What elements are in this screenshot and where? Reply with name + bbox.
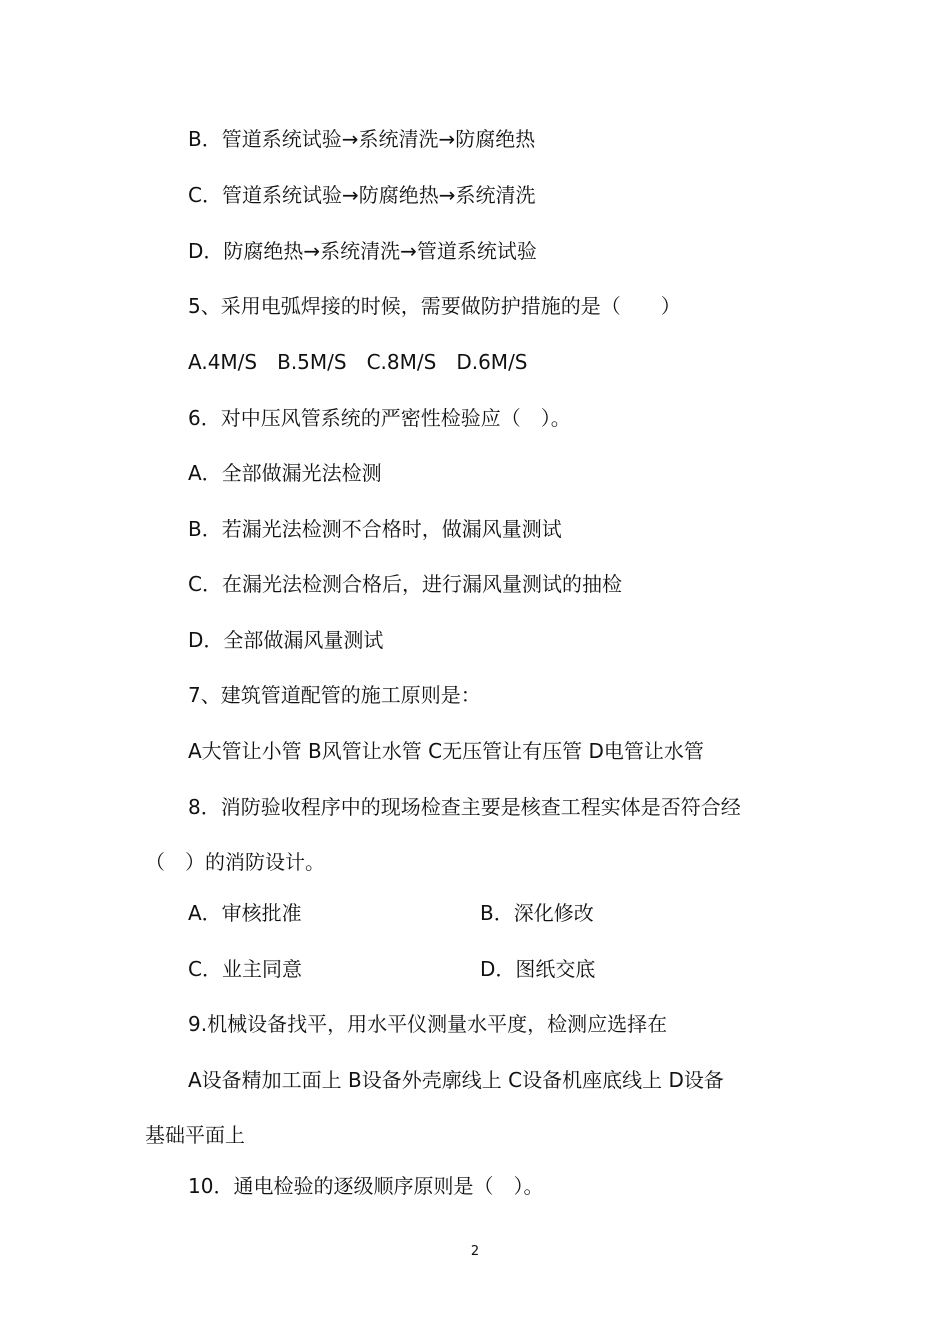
page-number: 2 [470,1244,480,1259]
question-line: 9.机械设备找平，用水平仪测量水平度，检测应选择在 [188,1012,668,1036]
option-line: D．全部做漏风量测试 [188,628,384,652]
option-line: B．若漏光法检测不合格时，做漏风量测试 [188,517,562,541]
option-line: D．防腐绝热→系统清洗→管道系统试验 [188,239,537,263]
option-line-continued: 基础平面上 [145,1123,245,1147]
question-line: 8．消防验收程序中的现场检查主要是核查工程实体是否符合经 [188,795,741,819]
question-line-continued: （ ）的消防设计。 [145,850,325,874]
option-line: D．图纸交底 [480,957,596,981]
option-line: C．管道系统试验→防腐绝热→系统清洗 [188,183,536,207]
option-line: C．在漏光法检测合格后，进行漏风量测试的抽检 [188,572,622,596]
option-line: A．审核批准 [188,901,302,925]
option-line: B．管道系统试验→系统清洗→防腐绝热 [188,127,536,151]
option-line: B．深化修改 [480,901,594,925]
option-line: A．全部做漏光法检测 [188,461,382,485]
question-line: 7、建筑管道配管的施工原则是： [188,683,481,707]
option-line: A.4M/S B.5M/S C.8M/S D.6M/S [188,350,528,374]
question-line: 6．对中压风管系统的严密性检验应（ ）。 [188,406,571,430]
option-line: C．业主同意 [188,957,302,981]
option-line: A设备精加工面上 B设备外壳廓线上 C设备机座底线上 D设备 [188,1068,724,1092]
question-line: 5、采用电弧焊接的时候，需要做防护措施的是（ ） [188,294,681,318]
option-line: A大管让小管 B风管让水管 C无压管让有压管 D电管让水管 [188,739,704,763]
question-line: 10．通电检验的逐级顺序原则是（ ）。 [188,1174,544,1198]
